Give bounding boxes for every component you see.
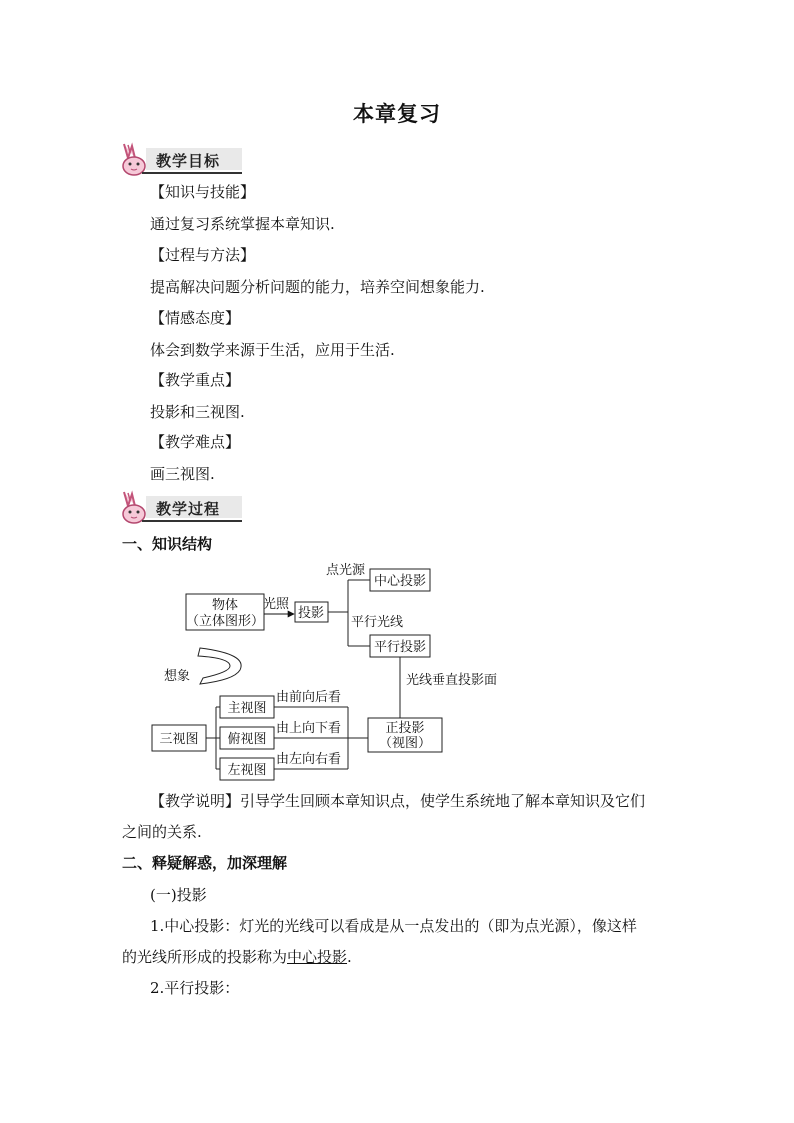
part2-heading: 二、释疑解惑，加深理解 xyxy=(122,854,288,872)
section-banner-objectives xyxy=(118,140,248,180)
front-view-label: 主视图 xyxy=(227,701,267,716)
perpendicular-label: 光线垂直投影面 xyxy=(406,673,498,688)
objective-heading-3: 【情感态度】 xyxy=(150,309,241,327)
central-definition-line-1: 1.中心投影：灯光的光线可以看成是从一点发出的（即为点光源），像这样 xyxy=(150,917,637,935)
banner-label: 教学过程 xyxy=(156,500,221,518)
object-label-1: 物体 xyxy=(211,598,239,613)
light-label: 光照 xyxy=(263,597,290,612)
orthographic-label-2: （视图） xyxy=(378,736,432,751)
object-label-2: （立体图形） xyxy=(185,614,265,629)
projection-label: 投影 xyxy=(297,606,325,621)
objective-heading-1: 【知识与技能】 xyxy=(150,183,256,201)
point-source-label: 点光源 xyxy=(326,563,366,578)
top-direction-label: 由上向下看 xyxy=(276,721,342,736)
left-direction-label: 由左向右看 xyxy=(276,752,342,767)
central-projection-term: 中心投影 xyxy=(287,948,348,966)
definition-end: . xyxy=(347,948,352,966)
left-view-label: 左视图 xyxy=(227,763,267,778)
page-title: 本章复习 xyxy=(353,102,441,126)
objective-heading-4: 【教学重点】 xyxy=(150,371,241,389)
part1-heading: 一、知识结构 xyxy=(122,535,213,553)
definition-text: 的光线所形成的投影称为 xyxy=(122,948,288,966)
subsection-projection: (一)投影 xyxy=(150,886,207,904)
objective-text-1: 通过复习系统掌握本章知识. xyxy=(150,215,335,233)
banner-label: 教学目标 xyxy=(156,152,221,170)
objective-heading-5: 【教学难点】 xyxy=(150,433,241,451)
front-direction-label: 由前向后看 xyxy=(276,690,342,705)
three-views-label: 三视图 xyxy=(159,732,199,747)
imagine-arrow xyxy=(198,648,241,684)
objective-text-2: 提高解决问题分析问题的能力，培养空间想象能力. xyxy=(150,278,485,296)
objective-text-3: 体会到数学来源于生活，应用于生活. xyxy=(150,341,395,359)
central-definition-line-2 xyxy=(122,947,352,967)
orthographic-label-1: 正投影 xyxy=(385,721,425,736)
top-view-label: 俯视图 xyxy=(227,732,267,747)
explanation-line-2: 之间的关系. xyxy=(122,823,202,841)
objective-text-4: 投影和三视图. xyxy=(150,403,245,421)
objective-text-5: 画三视图. xyxy=(150,465,215,483)
explanation-line-1: 【教学说明】引导学生回顾本章知识点，使学生系统地了解本章知识及它们 xyxy=(150,792,646,810)
parallel-definition-label: 2.平行投影： xyxy=(150,979,240,997)
parallel-light-label: 平行光线 xyxy=(351,615,404,630)
parallel-label: 平行投影 xyxy=(373,640,427,655)
knowledge-structure-diagram xyxy=(140,558,520,788)
imagine-label: 想象 xyxy=(164,669,191,684)
objective-heading-2: 【过程与方法】 xyxy=(150,246,256,264)
central-label: 中心投影 xyxy=(373,574,427,589)
section-banner-process xyxy=(118,488,248,528)
